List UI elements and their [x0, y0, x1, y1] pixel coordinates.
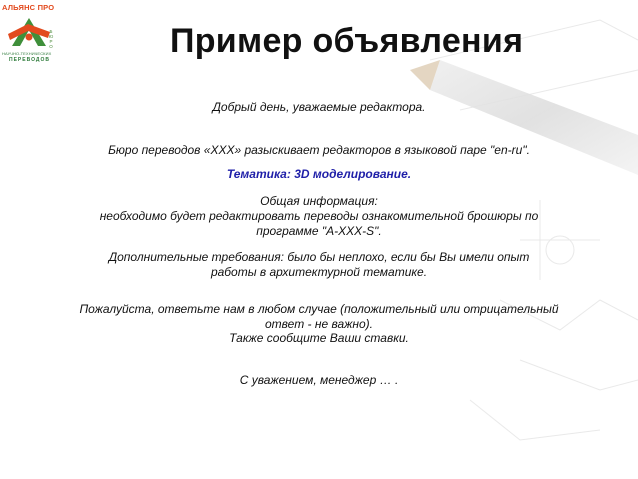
greeting-text: Добрый день, уважаемые редактора.: [212, 100, 426, 114]
logo-company-name: АЛЬЯНС ПРО: [2, 3, 55, 12]
general-info-line-2: программе "A-XXX-S".: [256, 224, 382, 238]
general-info-heading: Общая информация:: [260, 194, 378, 208]
topic-text: Тематика: 3D моделирование.: [226, 167, 412, 181]
reply-line-2: ответ - не важно).: [264, 317, 374, 331]
general-info-line-1: необходимо будет редактировать переводы ознакомительной брошюры по: [99, 209, 539, 223]
logo-emblem-icon: [8, 12, 50, 50]
closing-text: С уважением, менеджер … .: [239, 373, 399, 387]
logo-side-letters: Б Ю Р О: [48, 29, 54, 49]
rates-line: Также сообщите Ваши ставки.: [229, 331, 409, 345]
logo-tagline: НАУЧНО-ТЕХНИЧЕСКИХ: [2, 51, 52, 56]
company-logo: [2, 3, 64, 69]
requirements-line-2: работы в архитектурной тематике.: [210, 265, 428, 279]
page-title: Пример объявления: [170, 22, 524, 60]
requirements-line-1: Дополнительные требования: было бы неплохо, если бы Вы имели опыт: [108, 250, 530, 264]
reply-line-1: Пожалуйста, ответьте нам в любом случае (положительный или отрицательный: [79, 302, 559, 316]
intro-text: Бюро переводов «XXX» разыскивает редакторов в языковой паре "en-ru".: [108, 143, 530, 157]
logo-subtitle: ПЕРЕВОДОВ: [9, 57, 50, 63]
